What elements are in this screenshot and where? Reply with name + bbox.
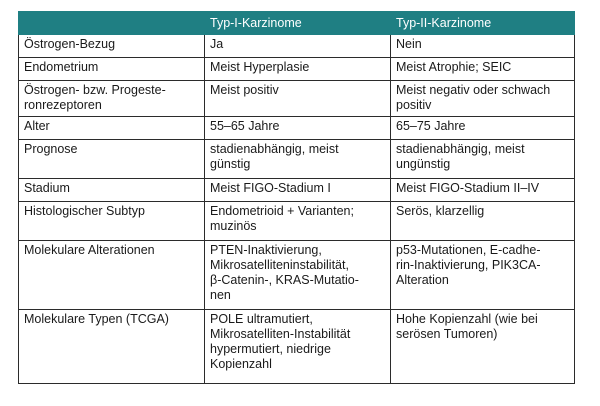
type2-cell: Hohe Kopienzahl (wie bei serösen Tumoren) <box>391 310 575 384</box>
type1-cell: Meist FIGO-Stadium I <box>205 179 391 202</box>
header-cell-empty <box>19 12 205 35</box>
type2-cell: stadienabhängig, meist ungünstig <box>391 140 575 179</box>
table-row <box>19 58 575 81</box>
type1-cell: PTEN-Inaktivierung, Mikrosatelliteninstabilität, β-Catenin-, KRAS-Mutatio- nen <box>205 241 391 310</box>
type1-cell: Meist positiv <box>205 81 391 117</box>
comparison-table <box>18 11 575 384</box>
type1-cell: Endometrioid + Varianten; muzinös <box>205 202 391 241</box>
type2-cell: Meist negativ oder schwach positiv <box>391 81 575 117</box>
type2-cell: p53-Mutationen, E-cadhe- rin-Inaktivierung, PIK3CA- Alteration <box>391 241 575 310</box>
type1-cell: POLE ultramutiert, Mikrosatelliten-Instabilität hypermutiert, niedrige Kopienzahl <box>205 310 391 384</box>
row-label: Endometrium <box>19 58 205 81</box>
type2-cell: Meist FIGO-Stadium II–IV <box>391 179 575 202</box>
type2-cell: Nein <box>391 35 575 58</box>
row-label: Stadium <box>19 179 205 202</box>
comparison-table-container <box>18 11 574 384</box>
table-row <box>19 117 575 140</box>
row-label: Östrogen- bzw. Progeste- ronrezeptoren <box>19 81 205 117</box>
header-cell-type1: Typ-I-Karzinome <box>205 12 391 35</box>
header-cell-type2: Typ-II-Karzinome <box>391 12 575 35</box>
type1-cell: Meist Hyperplasie <box>205 58 391 81</box>
table-row <box>19 81 575 117</box>
row-label: Molekulare Alterationen <box>19 241 205 310</box>
type2-cell: Meist Atrophie; SEIC <box>391 58 575 81</box>
type1-cell: Ja <box>205 35 391 58</box>
type1-cell: 55–65 Jahre <box>205 117 391 140</box>
table-row <box>19 241 575 310</box>
header-row <box>19 12 575 35</box>
table-row <box>19 179 575 202</box>
table-row <box>19 140 575 179</box>
row-label: Molekulare Typen (TCGA) <box>19 310 205 384</box>
table-row <box>19 202 575 241</box>
row-label: Histologischer Subtyp <box>19 202 205 241</box>
row-label: Prognose <box>19 140 205 179</box>
type2-cell: Serös, klarzellig <box>391 202 575 241</box>
table-row <box>19 35 575 58</box>
row-label: Alter <box>19 117 205 140</box>
type2-cell: 65–75 Jahre <box>391 117 575 140</box>
table-row <box>19 310 575 384</box>
type1-cell: stadienabhängig, meist günstig <box>205 140 391 179</box>
row-label: Östrogen-Bezug <box>19 35 205 58</box>
